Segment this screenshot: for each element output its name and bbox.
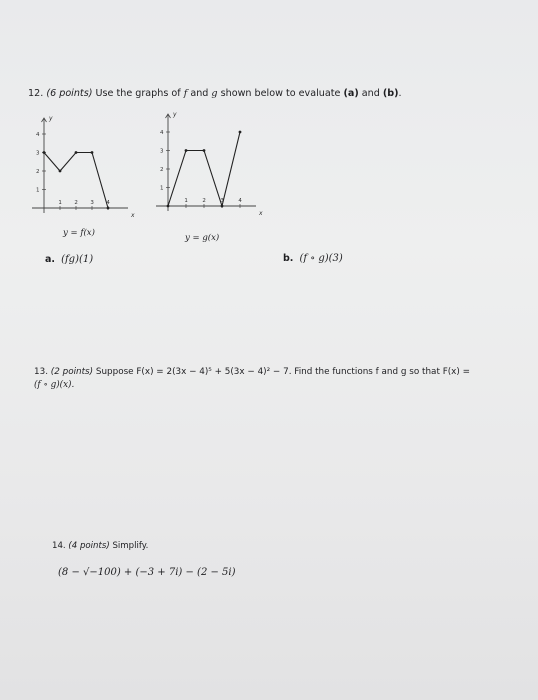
question-12-text-b: shown below to evaluate bbox=[217, 88, 344, 99]
question-12-number: 12. bbox=[28, 88, 44, 99]
graph-g-point bbox=[221, 205, 224, 208]
graph-g-point bbox=[167, 205, 170, 208]
question-14-expression: (8 − √−100) + (−3 + 7i) − (2 − 5i) bbox=[58, 567, 236, 578]
graph-g-y-tick-label: 4 bbox=[160, 130, 164, 136]
graph-f-x-tick-label: 2 bbox=[74, 200, 78, 206]
graph-f-caption: y = f(x) bbox=[63, 228, 95, 238]
question-12-f: f bbox=[183, 88, 188, 99]
question-12-part-a bbox=[45, 254, 93, 265]
graph-g bbox=[150, 108, 265, 226]
part-a-label: a. bbox=[45, 254, 56, 265]
question-12-and: and bbox=[187, 88, 212, 99]
graph-g-x-tick-label: 3 bbox=[220, 198, 224, 204]
graph-f-y-tick-label: 3 bbox=[36, 150, 40, 157]
graph-f-y-tick-label: 1 bbox=[36, 187, 40, 194]
graph-f-x-tick-label: 4 bbox=[106, 200, 110, 206]
question-12-part-a-ref: (a) bbox=[343, 88, 359, 99]
part-a-expression: (fg)(1) bbox=[61, 254, 94, 265]
part-b-label: b. bbox=[283, 253, 294, 264]
question-13-number: 13. bbox=[34, 367, 48, 377]
question-13-text-line2: (f ∘ g)(x). bbox=[34, 380, 75, 390]
graph-g-y-tick-label: 3 bbox=[160, 148, 164, 155]
graph-f-point bbox=[43, 151, 46, 154]
graph-g-y-axis-label: y bbox=[173, 111, 177, 118]
question-12-part-b-ref: (b) bbox=[382, 88, 399, 99]
question-12-text-a: Use the graphs of bbox=[95, 88, 184, 99]
question-12-g: g bbox=[211, 88, 218, 99]
question-13-prompt bbox=[34, 366, 470, 392]
graph-g-x-axis-label: x bbox=[259, 210, 263, 217]
question-12-prompt bbox=[28, 88, 402, 99]
graph-f-x-tick-label: 1 bbox=[58, 200, 62, 206]
question-12-part-b bbox=[283, 253, 343, 264]
graph-f-y-tick-label: 4 bbox=[36, 132, 40, 138]
graph-g-y-tick-label: 2 bbox=[160, 167, 164, 173]
question-14-number: 14. bbox=[52, 541, 66, 551]
graph-g-curve bbox=[168, 132, 240, 206]
graph-f-x-axis-label: x bbox=[131, 212, 135, 219]
graph-g-x-tick-label: 4 bbox=[238, 198, 242, 204]
graph-f-point bbox=[75, 151, 78, 154]
graph-g-x-tick-label: 1 bbox=[184, 198, 188, 204]
graph-f-point bbox=[107, 207, 110, 210]
question-12-points: (6 points) bbox=[46, 88, 93, 99]
question-14-points: (4 points) bbox=[68, 541, 110, 551]
question-13-points: (2 points) bbox=[50, 367, 94, 377]
graph-f-point bbox=[91, 151, 94, 154]
graph-f-x-tick-label: 3 bbox=[90, 200, 94, 206]
graph-g-y-tick-label: 1 bbox=[160, 185, 164, 192]
question-12-and2: and bbox=[358, 88, 383, 99]
graph-g-point bbox=[239, 131, 242, 134]
graph-g-point bbox=[203, 149, 206, 152]
graph-f-y-tick-label: 2 bbox=[36, 169, 40, 175]
graph-g-x-tick-label: 2 bbox=[202, 198, 206, 204]
part-b-expression: (f ∘ g)(3) bbox=[299, 253, 343, 264]
graph-f-point bbox=[59, 170, 62, 173]
graph-g-caption: y = g(x) bbox=[185, 233, 220, 243]
question-13-text: Suppose F(x) = 2(3x − 4)⁵ + 5(3x − 4)² − 7. Find the functions f and g so that F(x) = bbox=[95, 367, 470, 377]
graph-g-point bbox=[185, 149, 188, 152]
graph-f bbox=[28, 110, 138, 225]
question-12-period: . bbox=[398, 88, 402, 99]
question-14-prompt bbox=[52, 541, 148, 551]
graph-f-y-axis-label: y bbox=[49, 115, 53, 122]
question-14-text: Simplify. bbox=[112, 541, 149, 551]
